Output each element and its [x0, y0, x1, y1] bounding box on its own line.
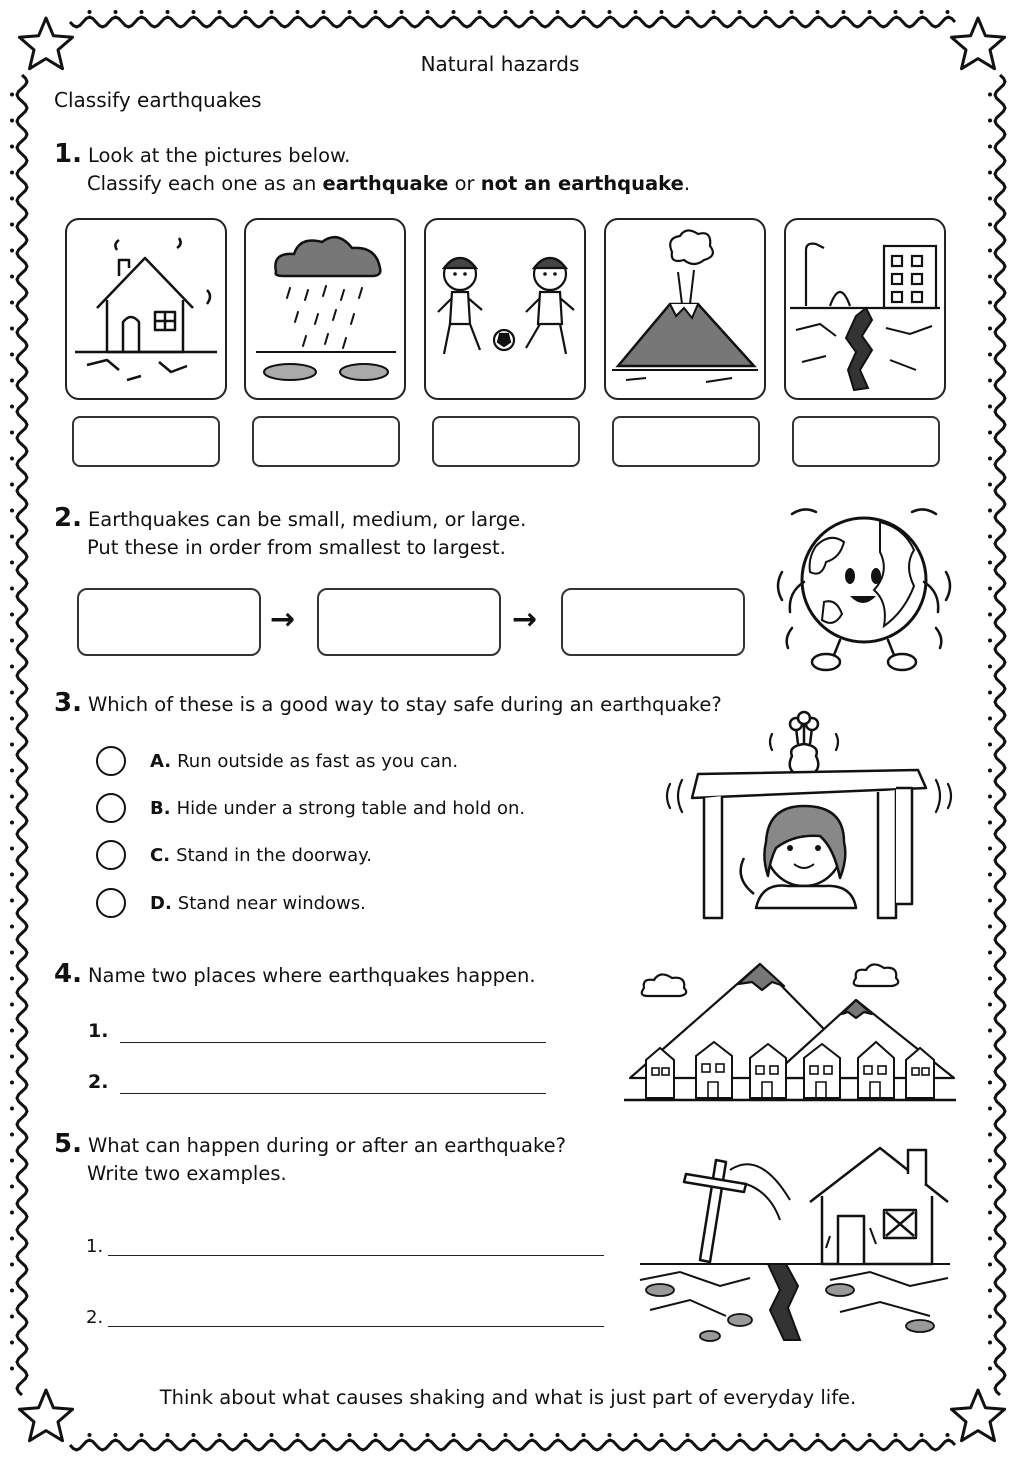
border-dot — [988, 951, 992, 955]
border-dot — [946, 1433, 950, 1437]
border-dot — [10, 327, 14, 331]
border-dot — [764, 1433, 768, 1437]
border-dot — [634, 1433, 638, 1437]
question-2 — [54, 504, 526, 562]
border-dot — [114, 10, 118, 14]
arrow-icon: → — [270, 602, 296, 637]
border-dot — [10, 1237, 14, 1241]
border-dot — [660, 1433, 664, 1437]
border-dot — [988, 93, 992, 97]
write-line-q5-1[interactable] — [108, 1255, 604, 1256]
border-dot — [686, 1433, 690, 1437]
q1-text-mid: or — [448, 172, 481, 195]
border-dot — [816, 1433, 820, 1437]
border-dot — [686, 10, 690, 14]
border-dot — [988, 145, 992, 149]
border-dot — [10, 1003, 14, 1007]
border-dot — [988, 379, 992, 383]
border-dot — [10, 1315, 14, 1319]
border-dot — [10, 249, 14, 253]
border-dot — [322, 1433, 326, 1437]
border-dot — [764, 10, 768, 14]
border-dot — [400, 10, 404, 14]
border-dot — [10, 145, 14, 149]
answer-box-2[interactable] — [252, 416, 400, 467]
border-dot — [10, 1133, 14, 1137]
border-dot — [10, 301, 14, 305]
question-1 — [54, 140, 690, 198]
border-dot — [988, 1055, 992, 1059]
border-dot — [374, 10, 378, 14]
border-dot — [988, 561, 992, 565]
border-dot — [988, 1211, 992, 1215]
page-title: Natural hazards — [420, 52, 580, 76]
question-1-line2 — [54, 170, 690, 198]
border-dot — [988, 1341, 992, 1345]
border-dot — [988, 821, 992, 825]
border-dot — [988, 587, 992, 591]
border-dot — [988, 1367, 992, 1371]
option-a[interactable] — [96, 746, 458, 776]
border-dot — [10, 1055, 14, 1059]
border-dot — [10, 769, 14, 773]
border-dot — [348, 10, 352, 14]
footer-hint: Think about what causes shaking and what is just part of everyday life. — [159, 1386, 857, 1409]
border-dot — [10, 1107, 14, 1111]
border-dot — [556, 10, 560, 14]
border-dot — [988, 899, 992, 903]
border-dot — [10, 171, 14, 175]
border-dot — [988, 717, 992, 721]
border-dot — [10, 1211, 14, 1215]
border-dot — [608, 1433, 612, 1437]
write-line-q4-1[interactable] — [120, 1042, 546, 1043]
border-dot — [868, 10, 872, 14]
write-line-q5-2[interactable] — [108, 1326, 604, 1327]
border-dot — [10, 483, 14, 487]
border-dot — [988, 197, 992, 201]
option-text: Stand near windows. — [177, 892, 366, 914]
q1-text-pre: Classify each one as an — [87, 172, 323, 195]
border-dot — [296, 10, 300, 14]
border-dot — [88, 10, 92, 14]
border-dot — [988, 847, 992, 851]
border-dot — [988, 1081, 992, 1085]
picture-kids-soccer — [424, 218, 586, 400]
answer-box-4[interactable] — [612, 416, 760, 467]
border-dot — [10, 275, 14, 279]
write-line-q4-2[interactable] — [120, 1093, 546, 1094]
border-dot — [10, 873, 14, 877]
border-dot — [988, 457, 992, 461]
border-dot — [10, 197, 14, 201]
option-text: Stand in the doorway. — [176, 844, 372, 866]
question-number: 5. — [54, 1129, 82, 1159]
option-letter: B. — [150, 797, 171, 819]
border-dot — [988, 795, 992, 799]
option-text: Hide under a strong table and hold on. — [176, 797, 526, 819]
border-dot — [166, 1433, 170, 1437]
border-wave — [17, 75, 27, 1395]
border-dot — [738, 10, 742, 14]
border-dot — [988, 925, 992, 929]
house-shaking-icon — [67, 220, 225, 398]
question-3-text: Which of these is a good way to stay safe during an earthquake? — [87, 693, 722, 716]
border-dot — [10, 1029, 14, 1033]
border-dot — [218, 1433, 222, 1437]
question-3 — [54, 689, 722, 719]
line-label: 1. — [86, 1236, 104, 1257]
border-dot — [988, 769, 992, 773]
border-dot — [166, 10, 170, 14]
border-dot — [10, 119, 14, 123]
question-4 — [54, 960, 536, 990]
border-dot — [10, 665, 14, 669]
radio-button[interactable] — [96, 888, 126, 918]
border-dot — [218, 10, 222, 14]
border-dot — [530, 1433, 534, 1437]
volcano-icon — [606, 220, 764, 398]
border-dot — [452, 10, 456, 14]
border-dot — [10, 1185, 14, 1189]
border-dot — [348, 1433, 352, 1437]
line-label: 2. — [86, 1307, 104, 1328]
border-dot — [478, 1433, 482, 1437]
question-1-line1: Look at the pictures below. — [87, 144, 351, 167]
border-dot — [634, 10, 638, 14]
border-dot — [10, 691, 14, 695]
option-letter: D. — [150, 892, 172, 914]
q1-bold-not-earthquake: not an earthquake — [480, 172, 684, 195]
q1-bold-earthquake: earthquake — [322, 172, 449, 195]
order-box-medium[interactable] — [317, 588, 501, 656]
kids-playing-soccer-icon — [426, 220, 584, 398]
border-dot — [988, 119, 992, 123]
border-dot — [920, 1433, 924, 1437]
border-dot — [10, 951, 14, 955]
border-dot — [842, 1433, 846, 1437]
border-dot — [10, 1159, 14, 1163]
option-c[interactable] — [96, 840, 372, 870]
border-dot — [10, 639, 14, 643]
border-dot — [10, 977, 14, 981]
border-dot — [322, 10, 326, 14]
border-dot — [988, 405, 992, 409]
border-dot — [140, 1433, 144, 1437]
border-dot — [988, 1289, 992, 1293]
border-dot — [608, 10, 612, 14]
radio-button[interactable] — [96, 793, 126, 823]
border-dot — [988, 1159, 992, 1163]
border-dot — [988, 977, 992, 981]
answer-box-1[interactable] — [72, 416, 220, 467]
border-dot — [296, 1433, 300, 1437]
border-dot — [988, 249, 992, 253]
border-dot — [10, 899, 14, 903]
line-label: 1. — [88, 1020, 109, 1042]
border-dot — [10, 535, 14, 539]
border-dot — [10, 1081, 14, 1085]
border-dot — [478, 10, 482, 14]
border-dot — [988, 223, 992, 227]
border-dot — [920, 10, 924, 14]
question-2-line1: Earthquakes can be small, medium, or large. — [87, 508, 527, 531]
rain-cloud-icon — [246, 220, 404, 398]
border-dot — [244, 10, 248, 14]
question-number: 1. — [54, 139, 82, 169]
earthquake-damage-icon — [630, 1140, 960, 1346]
border-dot — [10, 353, 14, 357]
border-dot — [426, 10, 430, 14]
earth-character-icon — [764, 502, 964, 678]
border-dot — [10, 821, 14, 825]
border-dot — [452, 1433, 456, 1437]
picture-rain — [244, 218, 406, 400]
border-dot — [660, 10, 664, 14]
border-dot — [88, 1433, 92, 1437]
answer-box-5[interactable] — [792, 416, 940, 467]
option-d[interactable] — [96, 888, 366, 918]
border-dot — [10, 379, 14, 383]
order-box-smallest[interactable] — [77, 588, 261, 656]
border-dot — [988, 873, 992, 877]
border-dot — [10, 561, 14, 565]
option-text: Run outside as fast as you can. — [177, 750, 459, 772]
border-dot — [988, 1237, 992, 1241]
border-dot — [400, 1433, 404, 1437]
border-dot — [556, 1433, 560, 1437]
answer-box-3[interactable] — [432, 416, 580, 467]
border-dot — [868, 1433, 872, 1437]
border-dot — [530, 10, 534, 14]
question-number: 3. — [54, 688, 82, 718]
border-dot — [988, 691, 992, 695]
border-dot — [140, 10, 144, 14]
border-dot — [10, 925, 14, 929]
picture-cracked-ground — [784, 218, 946, 400]
border-dot — [10, 1263, 14, 1267]
border-dot — [988, 327, 992, 331]
border-dot — [988, 509, 992, 513]
border-dot — [10, 93, 14, 97]
border-dot — [988, 1029, 992, 1033]
border-dot — [10, 223, 14, 227]
border-dot — [192, 10, 196, 14]
question-5-line1: What can happen during or after an earthquake? — [87, 1134, 566, 1157]
border-wave — [70, 17, 955, 27]
child-under-table-icon — [664, 708, 954, 924]
option-b[interactable] — [96, 793, 525, 823]
border-dot — [10, 847, 14, 851]
page-subtitle: Classify earthquakes — [54, 88, 262, 112]
cracked-ground-city-icon — [786, 220, 944, 398]
border-dot — [10, 509, 14, 513]
border-dot — [10, 613, 14, 617]
question-2-line2: Put these in order from smallest to largest. — [87, 536, 506, 559]
border-dot — [988, 483, 992, 487]
border-dot — [988, 1133, 992, 1137]
option-letter: C. — [150, 844, 171, 866]
border-dot — [582, 1433, 586, 1437]
question-5 — [54, 1130, 566, 1188]
border-dot — [10, 1289, 14, 1293]
border-dot — [946, 10, 950, 14]
border-dot — [988, 1315, 992, 1319]
border-dot — [988, 1107, 992, 1111]
border-dot — [988, 743, 992, 747]
border-dot — [504, 1433, 508, 1437]
border-dot — [894, 1433, 898, 1437]
border-dot — [894, 10, 898, 14]
order-box-largest[interactable] — [561, 588, 745, 656]
question-number: 4. — [54, 959, 82, 989]
border-wave — [70, 1440, 955, 1450]
border-dot — [374, 1433, 378, 1437]
radio-button[interactable] — [96, 840, 126, 870]
border-dot — [738, 1433, 742, 1437]
border-dot — [712, 10, 716, 14]
radio-button[interactable] — [96, 746, 126, 776]
border-dot — [582, 10, 586, 14]
border-dot — [10, 743, 14, 747]
border-dot — [988, 613, 992, 617]
border-dot — [988, 535, 992, 539]
border-dot — [192, 1433, 196, 1437]
border-dot — [10, 457, 14, 461]
border-dot — [988, 353, 992, 357]
option-letter: A. — [150, 750, 172, 772]
border-dot — [988, 1003, 992, 1007]
mountains-village-icon — [620, 958, 960, 1106]
border-dot — [10, 405, 14, 409]
border-dot — [10, 717, 14, 721]
picture-house-shaking — [65, 218, 227, 400]
border-dot — [270, 10, 274, 14]
arrow-icon: → — [512, 602, 538, 637]
border-dot — [988, 171, 992, 175]
border-dot — [988, 1263, 992, 1267]
border-dot — [10, 587, 14, 591]
question-number: 2. — [54, 503, 82, 533]
border-dot — [988, 1185, 992, 1189]
border-dot — [270, 1433, 274, 1437]
border-dot — [10, 431, 14, 435]
question-5-line2: Write two examples. — [87, 1162, 287, 1185]
border-dot — [988, 639, 992, 643]
border-dot — [988, 431, 992, 435]
border-dot — [426, 1433, 430, 1437]
picture-volcano — [604, 218, 766, 400]
border-dot — [790, 10, 794, 14]
border-dot — [114, 1433, 118, 1437]
border-dot — [10, 1367, 14, 1371]
border-dot — [712, 1433, 716, 1437]
q1-text-post: . — [683, 172, 691, 195]
border-dot — [790, 1433, 794, 1437]
line-label: 2. — [88, 1071, 109, 1093]
border-dot — [988, 301, 992, 305]
question-4-text: Name two places where earthquakes happen. — [87, 964, 536, 987]
border-dot — [504, 10, 508, 14]
border-dot — [988, 665, 992, 669]
border-wave — [995, 75, 1005, 1395]
border-dot — [10, 795, 14, 799]
border-dot — [244, 1433, 248, 1437]
border-dot — [10, 1341, 14, 1345]
border-dot — [842, 10, 846, 14]
border-dot — [988, 275, 992, 279]
border-dot — [816, 10, 820, 14]
